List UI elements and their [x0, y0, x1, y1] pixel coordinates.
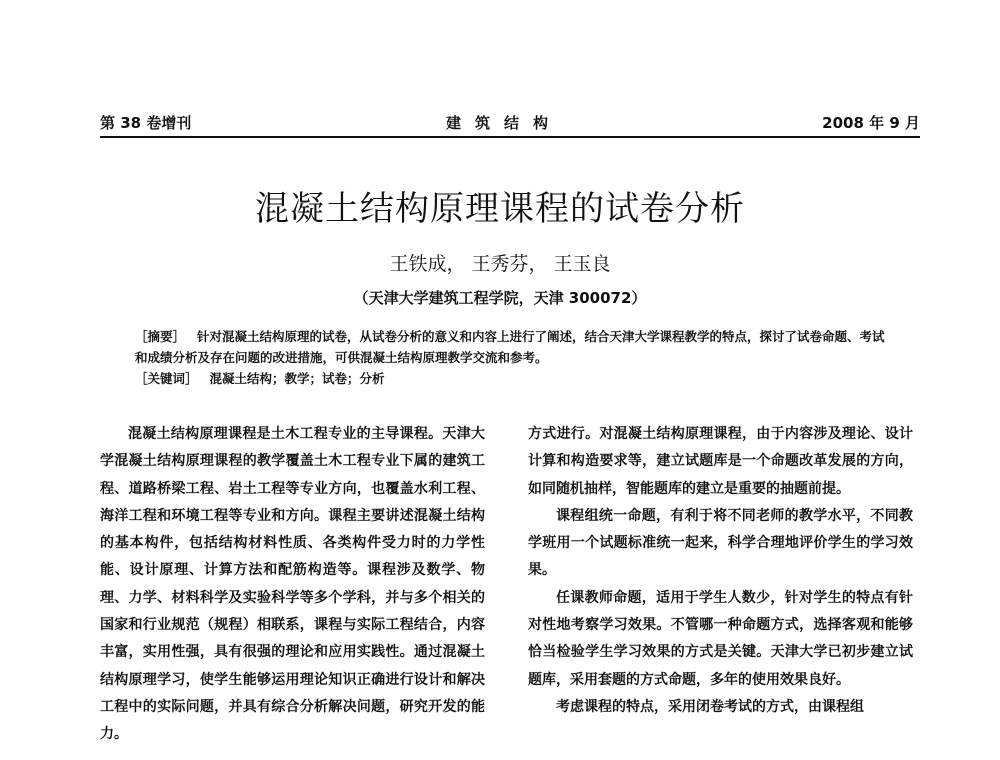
- body-paragraph: 混凝土结构原理课程是土木工程专业的主导课程。天津大学混凝土结构原理课程的教学覆盖土木工程专业下属的建筑工程、道路桥梁工程、岩土工程等专业方向，也覆盖水利工程、海洋工程和环境工程等专业和方向。课程主要讲述混凝土结构的基本构件，包括结构材料性质、各类构件受力时的力学性能、设计原理、计算方法和配筋构造等。课程涉及数学、物理、力学、材料科学及实验科学等多个学科，并与多个相关的国家和行业规范（规程）相联系，课程与实际工程结合，内容丰富，实用性强，具有很强的理论和应用实践性。通过混凝土结构原理学习，使学生能够运用理论知识正确进行设计和解决工程中的实际问题，并具有综合分析解决问题，研究开发的能力。: [100, 426, 485, 743]
- body-column-left: [100, 421, 485, 749]
- paper-title: 混凝土结构原理课程的试卷分析: [255, 189, 745, 229]
- body-paragraph: 课程组统一命题，有利于将不同老师的教学水平，不同教学班用一个试题标准统一起来，科学合理地评价学生的学习效果。: [528, 507, 913, 579]
- keywords-label: ［关键词］: [135, 371, 198, 386]
- abstract-text: 针对混凝土结构原理的试卷，从试卷分析的意义和内容上进行了阐述，结合天津大学课程教学的特点，探讨了试卷命题、考试和成绩分析及存在问题的改进措施，可供混凝土结构原理教学交流和参考。: [135, 329, 885, 365]
- keywords-paragraph: [135, 368, 885, 389]
- abstract-paragraph: [135, 326, 885, 368]
- body-paragraph: 任课教师命题，适用于学生人数少，针对学生的特点有针对性地考察学习效果。不管哪一种命题方式，选择客观和能够恰当检验学生学习效果的方式是关键。天津大学已初步建立试题库，采用套题的方式命题，多年的使用效果良好。: [528, 589, 913, 688]
- running-header: [100, 112, 920, 138]
- journal-name: 建筑结构: [446, 114, 563, 132]
- body-paragraph: 考虑课程的特点，采用闭卷考试的方式，由课程组: [556, 698, 864, 715]
- author-affiliation: （天津大学建筑工程学院，天津 300072）: [353, 289, 647, 307]
- abstract-label: ［摘要］: [135, 329, 186, 344]
- abstract-block: [135, 326, 885, 389]
- issue-date: 2008 年 9 月: [822, 114, 920, 132]
- body-paragraph-continued: 方式进行。对混凝土结构原理课程，由于内容涉及理论、设计计算和构造要求等，建立试题库是一个命题改革发展的方向，如同随机抽样，智能题库的建立是重要的抽题前提。: [528, 426, 913, 497]
- body-column-right: [528, 421, 913, 721]
- volume-label: 第 38 卷增刊: [100, 114, 192, 132]
- header-rule: [100, 136, 920, 138]
- paper-authors: 王铁成， 王秀芬， 王玉良: [389, 253, 611, 275]
- keywords-text: 混凝土结构；教学；试卷；分析: [209, 371, 385, 386]
